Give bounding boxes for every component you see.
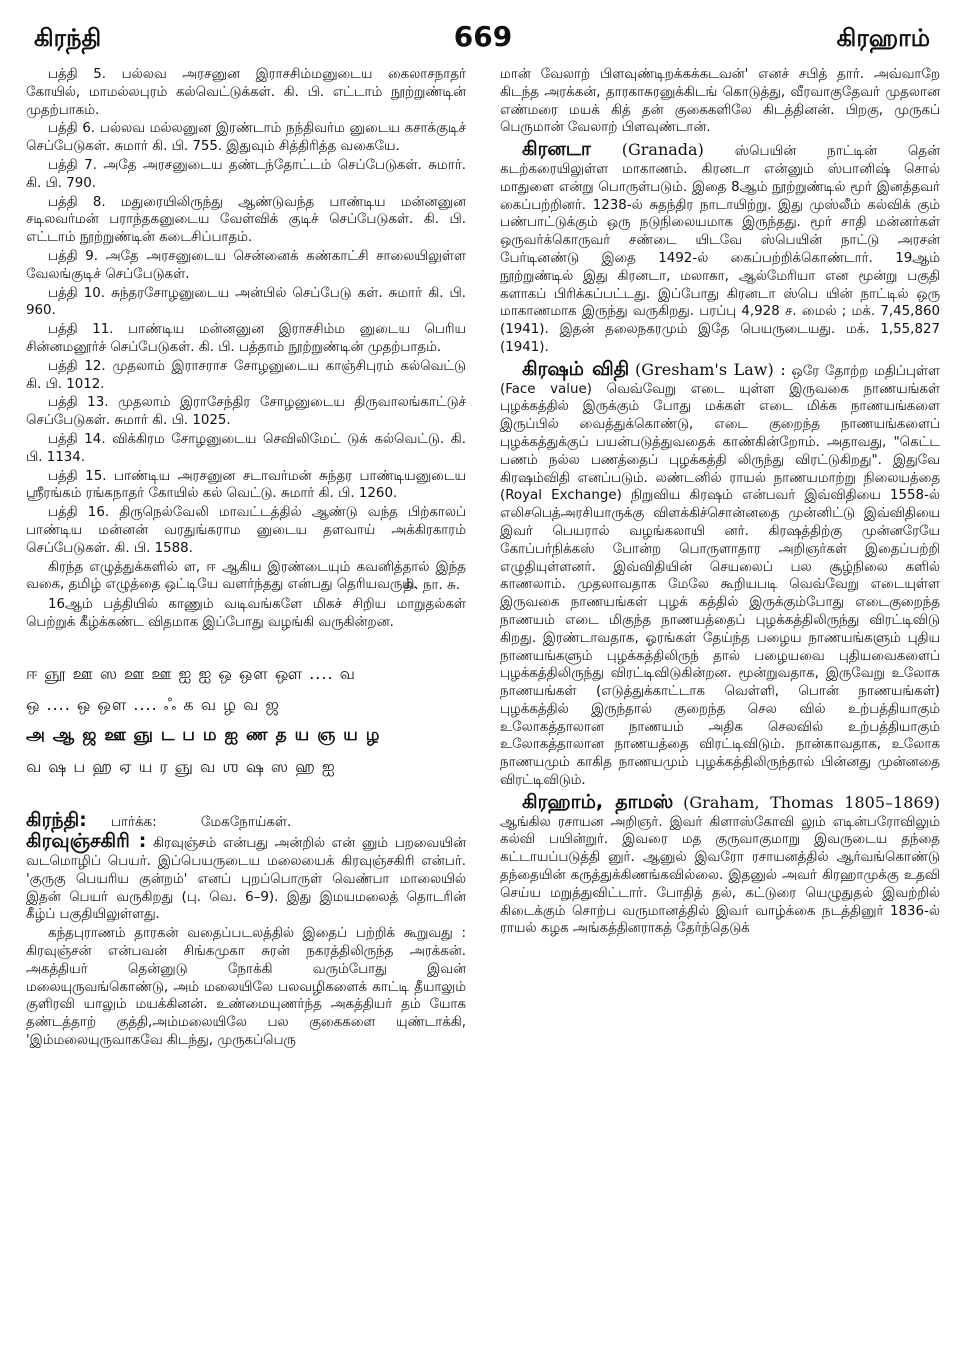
paragraph: பத்தி 13. முதலாம் இராசேந்திர சோழனுடைய திருவாலங்காட்டுச் செப்பேடுகள். சுமார் கி. பி. 1025.	[26, 395, 466, 429]
glyph-row: ஈ ஞூ ஊ ஸ ஊ ஊ ஐ ஐ ஒ ஒள ஔ .... வ	[26, 663, 356, 683]
paragraph: பத்தி 9. அதே அரசனுடைய சென்னைக் கண்காட்சி சாலையிலுள்ள வேலங்குடிச் செப்பேடுகள்.	[26, 248, 466, 282]
entry-text: ஆங்கில ரசாயன அறிஞர். இவர் கிளாஸ்கோவி லும் எடின்பரோவிலும் கல்வி பயின்றுர். இவரை மத குருவாகுமாறு இவருடைய தந்தை கட்டாயப்படுத்தி னுர். ஆனுல் இவரோ ரசாயனத்தில் ஆர்வங்கொண்டு தந்தையின் கருத்துக்கிணங்கவில்லை. இதனுல் அவர் கிரஹாமுக்கு உதவி செய்ய மறுத்துவிட்டார். போதித் தல், கட்டுரை யெழுதுதல் இவற்றில் கிடைக்கும் சொற்ப வருமானத்தில் இவர் வாழ்க்கை நடத்தினுர் 1836-ல் ராயல் கழக அங்கத்தினராகத் தேர்ந்தெடுக்	[500, 814, 940, 937]
paragraph: பத்தி 5. பல்லவ அரசனுன இராசசிம்மனுடைய கைலாசநாதர் கோயில், மாமல்லபுரம் கல்வெட்டுக்கள். கி. பி. எட்டாம் நூற்றுண்டின் முதற்பாகம்.	[26, 67, 466, 118]
grantha-glyph-table	[26, 658, 466, 782]
paragraph: பத்தி 8. மதுரையிலிருந்து ஆண்டுவந்த பாண்டிய மன்னனுன சடிலவர்மன் பராந்தகனுடைய வேள்விக் குடிச் செப்பேடுகள். கி. பி. எட்டாம் நூற்றுண்டின் கடைசிப்பாதம்.	[26, 194, 466, 246]
paragraph: பத்தி 10. சுந்தரசோழனுடைய அன்பில் செப்பேடு கள். சுமார் கி. பி. 960.	[26, 285, 466, 319]
two-column-body	[26, 66, 940, 1051]
continued-text: மான் வேலாற் பிளவுண்டிறக்கக்கடவன்' எனச் சபித் தார். அவ்வாறே கிடந்த அரக்கன், தாரகாசுரனுக்கிடங் கொடுத்து, வீரவாகுதேவர் முதலான எண்மரை மயக் கித் தன் குகைகளிலே கிடத்தினன். பிறகு, முருகப் பெருமான் வேலாற் பிளவுண்டான்.	[500, 67, 940, 136]
entry-headword: கிரந்தி:	[26, 808, 87, 831]
entry-headword-english: (Granada)	[621, 140, 704, 160]
running-head-left: கிரந்தி	[34, 24, 102, 52]
entry-headword-english: (Graham, Thomas 1805–1869)	[683, 792, 940, 812]
glyph-row: வ ஷ ப ஹ ஏ ய ர ஞு வ ஶ ஷ ஸ ஹ ஐ	[26, 756, 336, 776]
paragraph: பத்தி 14. விக்கிரம சோழனுடைய செவிலிமேட் டுக் கல்வெட்டு. கி. பி. 1134.	[26, 431, 466, 465]
left-column	[26, 66, 466, 1051]
entry-text: ஒரே தோற்ற மதிப்புள்ள (Face value) வெவ்வேறு எடை யுள்ள இருவகை நாணயங்கள் புழக்கத்தில் இருக்கும் போது மக்கள் எடை மிக்க நாணயங்களை இருப்பில் வைத்துக்கொண்டு, எடை குறைந்த நாணயங்களைப் புழக்கத்துக்குப் பயன்படுத்துவதைக் காண்கின்றோம். அதாவது, "கெட்ட பணம் நல்ல பணத்தைப் புழக்கத்தி லிருந்து விரட்டுகிறது". இதுவே கிரஷம்விதி எனப்படும். லண்டனில் ராயல் நாணயமாற்று நிலையத்தை (Royal Exchange) நிறுவிய கிரஷம் என்பவர் இவ்விதியை 1558-ல் எலிசபெத்அரசியாருக்கு விளக்கிச்சொன்னதை முன்னிட்டு இவ்விதியை இவர் பெயரால் வழங்கலாயி னர். கிரஷத்திற்கு முன்னரேயே கோப்பர்நிக்கஸ் போன்ற பொருளாதார அறிஞர்கள் இதைப்பற்றி எழுதியுள்ளனர். இவ்விதியின் செயலைப் பல சூழ்நிலை களில் காணலாம். முதலாவதாக மேலே கூறியபடி வெவ்வேறு எடையுள்ள இருவகை நாணயங்கள் புழக் கத்தில் இருக்கும்போது எடைகுறைந்த நாணயம் எடை மிகுந்த நாணயத்தைப் புழக்கத்திலிருந்து விரட்டிவிடு கிறது. இரண்டாவதாக, ஓரங்கள் தேய்ந்த பழைய நாணயங்களும் புதிய நாணயங்களும் புழக்கத்திலிருந் தால் பழையவை புதியவைகளைப் புழக்கத்திலிருந்து விரட்டிவிடுகின்றன. மூன்றுவதாக, இருவேறு உலோக நாணயங்கள் (எடுத்துக்காட்டாக வெள்ளி, பொன் நாணயங்கள்) புழக்கத்தில் இருந்தால் குறைந்த செல வில் உற்பத்தியாகும் உலோகத்தாலான நாணயம் அதிக செலவில் உற்பத்தியாகும் உலோகத்தாலான நாணயத்தை விரட்டிவிடும். நான்காவதாக, உலோக நாணயமும் காகித நாணயமும் புழக்கத்திலிருந்தால் பின்னது முன்னதை விரட்டிவிடும்.	[500, 363, 941, 789]
glyph-row: அ ஆ ஜ ஊ ஞு ட ப ம ஐ ண த ய ஞ ய ழ	[26, 724, 381, 745]
entry-headword-english: (Gresham's Law) :	[635, 359, 786, 379]
glyph-row: ஒ .... ஒ ஒள .... ஃ க வ ழ வ ஜ	[26, 694, 280, 714]
paragraph: கிரந்த எழுத்துக்களில் ள, ஈ ஆகிய இரண்டையும் கவனித்தால் இந்த வகை, தமிழ் எழுத்தை ஒட்டியே வளர்ந்தது என்பது தெரியவரும்.	[26, 559, 466, 593]
running-head-right: கிரஹாம்	[836, 24, 930, 52]
paragraph: பத்தி 16. திருநெல்வேலி மாவட்டத்தில் ஆண்டு வந்த பிற்காலப் பாண்டிய மன்னன் வரதுங்கராம னுடைய தளவாய் அக்கிரகாரம் செப்பேடுகள். கி. பி. 1588.	[26, 505, 466, 556]
entry-headword: கிரஹாம், தாமஸ்	[522, 790, 674, 813]
entry-headword: கிரஷம் விதி	[522, 357, 630, 380]
paragraph: பத்தி 6. பல்லவ மல்லனுன இரண்டாம் நந்திவர்ம னுடைய கசாக்குடிச் செப்பேடுகள். சுமார் கி. பி. 755. இதுவும் சித்திரித்த வகையே.	[26, 121, 466, 155]
paragraph: பத்தி 12. முதலாம் இராசராச சோழனுடைய காஞ்சிபுரம் கல்வெட்டு கி. பி. 1012.	[26, 358, 466, 392]
page-header	[26, 18, 940, 66]
see-target: மேகநோய்கள்.	[200, 814, 292, 830]
entry-gresham-law	[500, 357, 941, 790]
entry-headword: கிரவுஞ்சகிரி :	[26, 830, 147, 853]
entry-text: ஸ்பெயின் நாட்டின் தென் கடற்கரையிலுள்ள மாகாணம். கிரனடா என்னும் ஸ்பானிஷ் சொல் மாதுளை என்று பொருள்படும். இதை 8ஆம் நூற்றுண்டில் மூர் இனத்தவர் கைப்பற்றினர். 1238-ல் சுதந்திர நாடாயிற்று. இது முஸ்லீம் கல்விக் கும் பண்பாட்டுக்கும் ஒரு நடுநிலையமாக இருந்தது. மூர் சாதி மன்னர்கள் ஒருவர்க்கொருவர் சண்டை யிடவே ஸ்பெயின் நாட்டு அரசன் பேர்டினண்டு இதை 1492-ல் கைப்பற்றிக்கொண்டார். 19ஆம் நூற்றுண்டில் இது கிரனடா, மலாகா, ஆல்மேரியா என மூன்று பகுதி களாகப் பிரிக்கப்பட்டது. இப்போது கிரனடா ஸ்பெ யின் நாட்டில் ஒரு மாகாணமாக இருந்து வருகிறது. பரப்பு 4,928 ச. மைல் ; மக். 7,45,860 (1941). இதன் தலைநகரமும் இதே பெயருடையது. மக். 1,55,827 (1941).	[500, 144, 940, 355]
right-column	[500, 66, 940, 1051]
author-signature: தி. நா. சு.	[403, 578, 460, 594]
paragraph: 16ஆம் பத்தியில் காணும் வடிவங்களே மிகச் சிறிய மாறுதல்கள் பெற்றுக் கீழ்க்கண்ட விதமாக இப்போது வழங்கி வருகின்றன.	[26, 596, 466, 630]
entry-graham-thomas	[500, 790, 940, 938]
see-label: பார்க்க:	[111, 814, 157, 830]
entry-granthi	[26, 808, 466, 832]
entry-headword: கிரனடா	[522, 138, 591, 161]
entry-granada	[500, 138, 940, 357]
page-number: 669	[453, 20, 513, 53]
paragraph: பத்தி 7. அதே அரசனுடைய தண்டந்தோட்டம் செப்பேடுகள். சுமார். கி. பி. 790.	[26, 157, 466, 191]
entry-text: கிரவுஞ்சம் என்பது அன்றில் என் னும் பறவையின் வடமொழிப் பெயர். இப்பெயருடைய மலையைக் கிரவுஞ்சகிரி என்பர். 'குருகு பெயரிய குன்றம்' எனப் புறப்பொருள் வெண்பா மாலையில் இதன் பெயர் வருகிறது (பு. வெ. 6–9). இது இமயமலைத் தொடரின் கீழ்ப் பகுதியிலுள்ளது.	[26, 836, 466, 923]
paragraph: பத்தி 15. பாண்டிய அரசனுன சடாவர்மன் சுந்தர பாண்டியனுடைய ஸ்ரீரங்கம் ரங்கநாதர் கோயில் கல் வெட்டு. சுமார் கி. பி. 1260.	[26, 468, 466, 502]
paragraph: கந்தபுராணம் தாரகன் வதைப்படலத்தில் இதைப் பற்றிக் கூறுவது : கிரவுஞ்சன் என்பவன் சிங்கமுகா சுரன் நகரத்திலிருந்த அரக்கன். அகத்தியர் தென்னுடு நோக்கி வரும்போது இவன் மலையுருவங்கொண்டு, அம் மலையிலே பலவழிகளைக் காட்டி தீயாலும் குளிரவி யாலும் மயக்கினன். உண்மையுணர்ந்த அகத்தியர் தம் யோக தண்டத்தாற் குத்தி,அம்மலையிலே பல குகைகளை யுண்டாக்கி, 'இம்மலையுருவாகவே கிடந்து, முருகப்பெரு	[26, 926, 466, 1049]
paragraph: பத்தி 11. பாண்டிய மன்னனுன இராசசிம்ம னுடைய பெரிய சின்னமனூர்ச் செப்பேடுகள். கி. பி. பத்தாம் நூற்றுண்டின் முதற்பாதம்.	[26, 322, 466, 355]
entry-krauncha-giri	[26, 830, 466, 1050]
